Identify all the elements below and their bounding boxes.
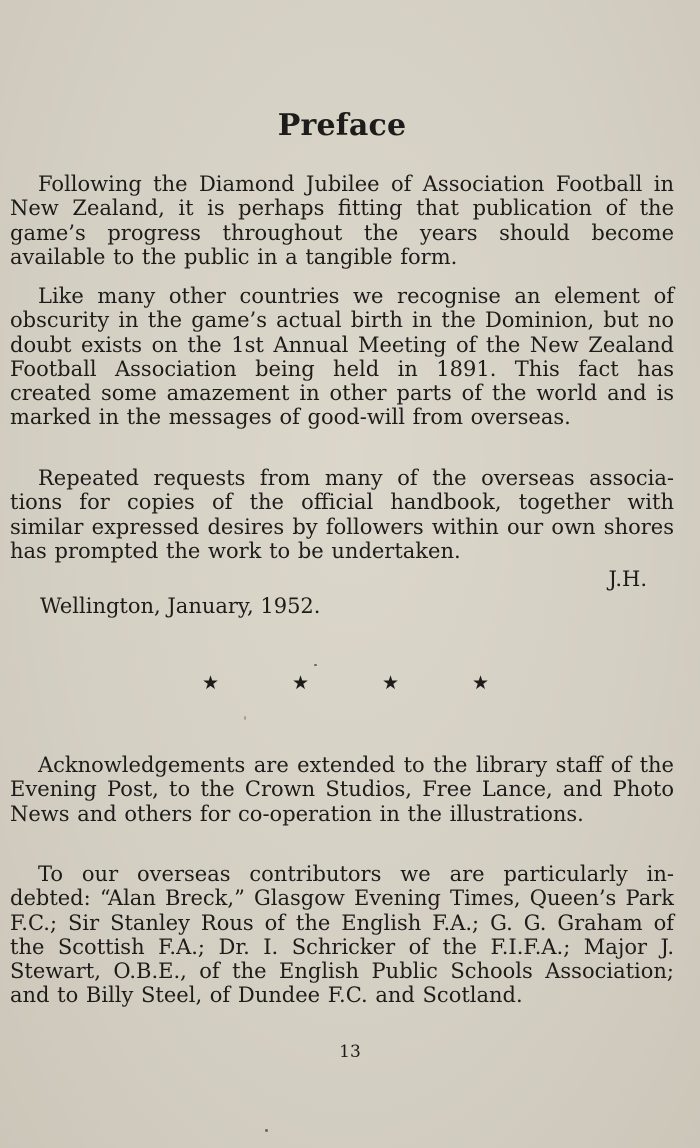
acknowledgements-paragraph-2: To our overseas contributors we are particularly in-debted: “Alan Breck,” Glasgow Evening Times, Queen’s Park F.C.; Sir Stanley Rous of the English F.A.; G. G. Graham of the Scottish F.A.; Dr. I. Schricker of the F.I.F.A.; Major J. Stewart, O.B.E., of the English Public Schools Association; and to Billy Steel, of Dundee F.C. and Scotland.: [10, 862, 674, 1008]
page-number: 13: [339, 1042, 361, 1062]
page-title: Preface: [277, 108, 407, 143]
acknowledgements-paragraph-1: Acknowledgements are extended to the library staff of the Evening Post, to the Crown Studios, Free Lance, and Photo News and others for co-operation in the illustrations.: [10, 753, 674, 826]
star-icon: ★: [292, 672, 310, 694]
paper-speck: [244, 716, 246, 720]
star-icon: ★: [382, 672, 400, 694]
place-and-date: Wellington, January, 1952.: [40, 594, 321, 618]
section-separator: [0, 672, 700, 702]
preface-paragraph-2: Like many other countries we recognise an element of obscurity in the game’s actual birth in the Dominion, but no doubt exists on the 1st Annual Meeting of the New Zealand Football Association being held in 1891. This fact has created some amazement in other parts of the world and is marked in the messages of good-will from overseas.: [10, 284, 674, 430]
preface-paragraph-3: Repeated requests from many of the overseas associa-tions for copies of the official handbook, together with similar expressed desires by followers within our own shores has prompted the work to be undertaken.: [10, 466, 674, 563]
author-initials: J.H.: [608, 567, 647, 591]
paper-speck: [265, 1129, 268, 1132]
star-icon: ★: [202, 672, 220, 694]
star-icon: ★: [472, 672, 490, 694]
paper-speck: [314, 664, 317, 666]
preface-paragraph-1: Following the Diamond Jubilee of Association Football in New Zealand, it is perhaps fitting that publication of the game’s progress throughout the years should become available to the public in a tangible form.: [10, 172, 674, 269]
